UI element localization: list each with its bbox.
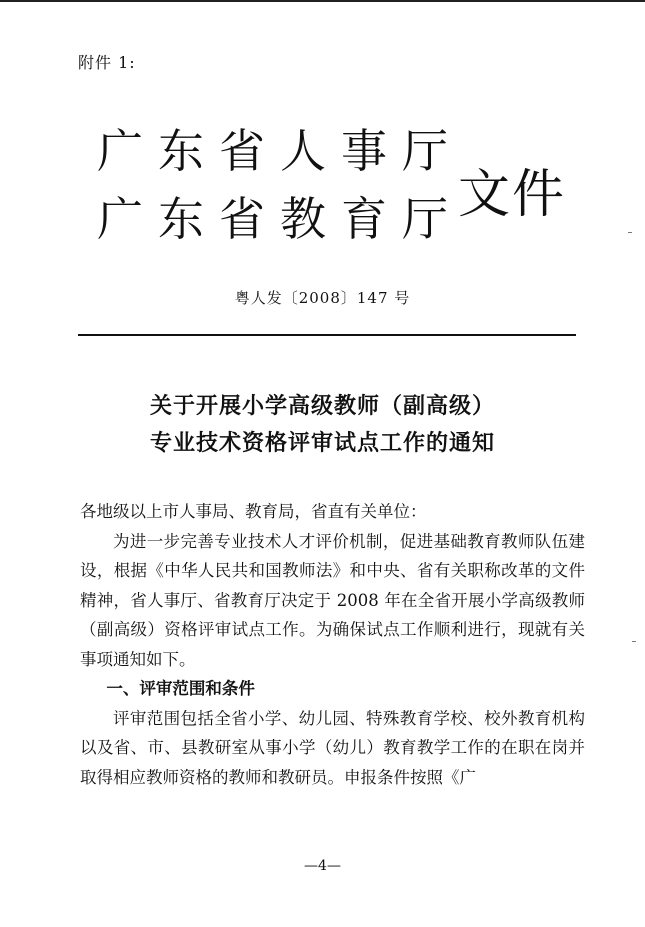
document-number: 粤人发〔2008〕147 号 (234, 289, 411, 307)
salutation: 各地级以上市人事局、教育局，省直有关单位： (80, 502, 427, 521)
scan-speck (632, 641, 636, 642)
scan-speck (628, 232, 632, 233)
section-heading-1: 一、评审范围和条件 (106, 679, 255, 698)
notice-body (80, 497, 585, 792)
document-word: 文件 (458, 165, 567, 225)
header-divider (78, 334, 576, 336)
page-number: —4— (304, 858, 341, 874)
title-line-2: 专业技术资格评审试点工作的通知 (149, 431, 495, 456)
paragraph-intro: 为进一步完善专业技术人才评价机制，促进基础教育教师队伍建设，根据《中华人民共和国教师法》和中央、省有关职称改革的文件精神，省人事厅、省教育厅决定于 2008 年在全省开展小学高级教师（副高级）资格评审试点工作。为确保试点工作顺利进行，现就有关事项通知如下。 (80, 531, 585, 669)
issuer-line-personnel-dept: 广东省人事厅 (97, 124, 463, 178)
attachment-label: 附件 1: (78, 53, 136, 72)
paragraph-scope: 评审范围包括全省小学、幼儿园、特殊教育学校、校外教育机构以及省、市、县教研室从事小学（幼儿）教育教学工作的在职在岗并取得相应教师资格的教师和教研员。申报条件按照《广 (80, 708, 585, 787)
title-line-1: 关于开展小学高级教师（副高级） (149, 394, 495, 419)
issuer-line-education-dept: 广东省教育厅 (97, 192, 463, 246)
page-top-edge (0, 0, 645, 2)
